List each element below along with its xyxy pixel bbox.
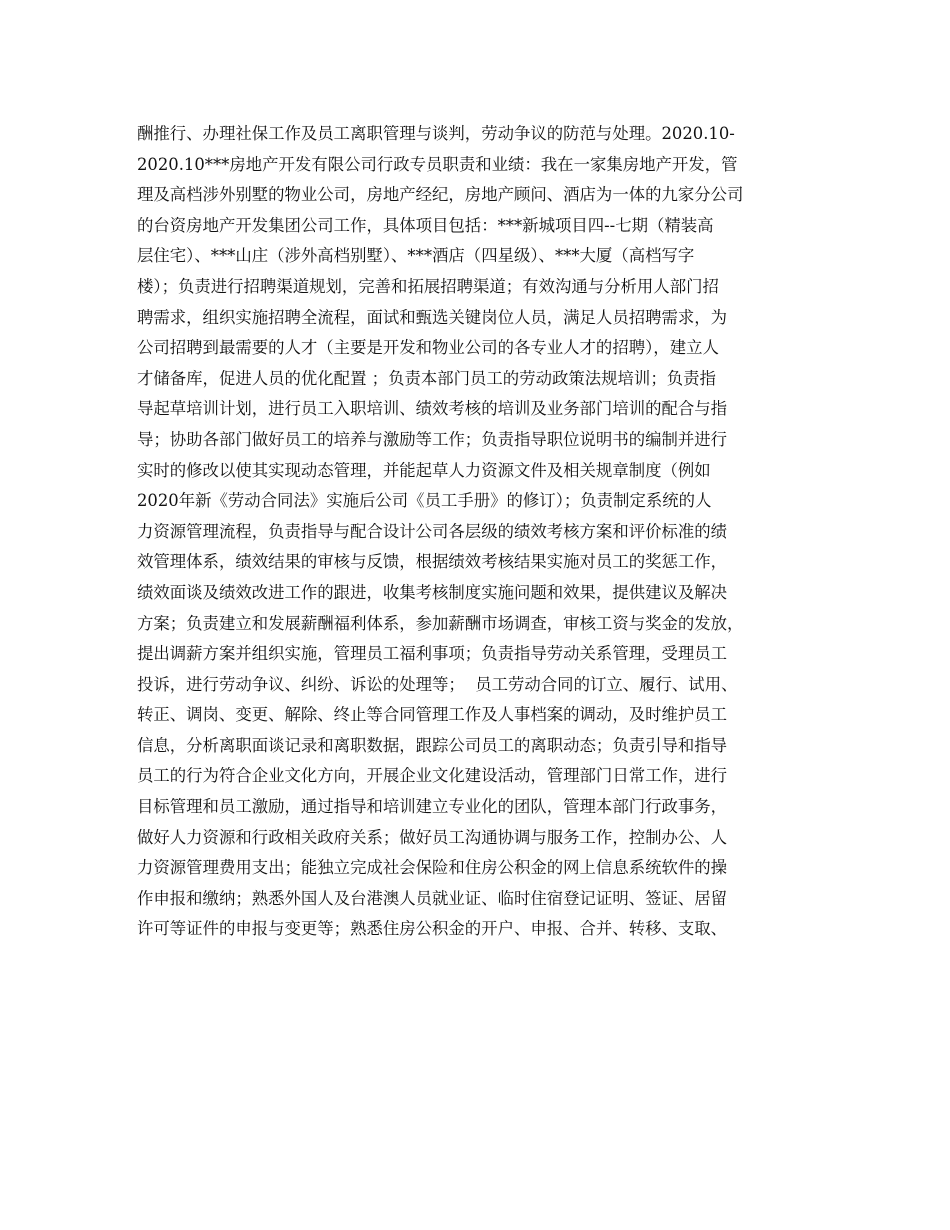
text-line: 导起草培训计划，进行员工入职培训、绩效考核的培训及业务部门培训的配合与指 bbox=[137, 399, 728, 419]
text-line: 层住宅）、***山庄（涉外高档别墅）、***酒店（四星级）、***大厦（高档写字 bbox=[137, 246, 695, 266]
text-line: 的台资房地产开发集团公司工作，具体项目包括：***新城项目四--七期（精装高 bbox=[137, 215, 714, 235]
text-line: 绩效面谈及绩效改进工作的跟进，收集考核制度实施问题和效果，提供建议及解决 bbox=[137, 582, 728, 602]
text-line: 2020年新《劳动合同法》实施后公司《员工手册》的修订）；负责制定系统的人 bbox=[137, 491, 712, 511]
text-line: 员工的行为符合企业文化方向，开展企业文化建设活动，管理部门日常工作，进行 bbox=[137, 766, 728, 786]
text-line: 方案；负责建立和发展薪酬福利体系，参加薪酬市场调查，审核工资与奖金的发放， bbox=[137, 613, 744, 633]
text-line: 提出调薪方案并组织实施，管理员工福利事项；负责指导劳动关系管理，受理员工 bbox=[137, 644, 728, 664]
text-line: 做好人力资源和行政相关政府关系；做好员工沟通协调与服务工作，控制办公、人 bbox=[137, 827, 728, 847]
text-line: 投诉，进行劳动争议、纠纷、诉讼的处理等； 员工劳动合同的订立、履行、试用、 bbox=[137, 674, 738, 694]
text-line: 转正、调岗、变更、解除、终止等合同管理工作及人事档案的调动，及时维护员工 bbox=[137, 705, 728, 725]
text-line: 才储备库，促进人员的优化配置 ；负责本部门员工的劳动政策法规培训；负责指 bbox=[137, 368, 716, 388]
text-line: 实时的修改以使其实现动态管理，并能起草人力资源文件及相关规章制度（例如 bbox=[137, 460, 711, 480]
text-line: 楼）；负责进行招聘渠道规划，完善和拓展招聘渠道；有效沟通与分析用人部门招 bbox=[137, 276, 719, 296]
body-paragraph bbox=[137, 119, 827, 945]
text-line: 力资源管理费用支出；能独立完成社会保险和住房公积金的网上信息系统软件的操 bbox=[137, 858, 728, 878]
text-line: 聘需求，组织实施招聘全流程，面试和甄选关键岗位人员，满足人员招聘需求，为 bbox=[137, 307, 728, 327]
text-line: 力资源管理流程，负责指导与配合设计公司各层级的绩效考核方案和评价标准的绩 bbox=[137, 521, 728, 541]
text-line: 目标管理和员工激励，通过指导和培训建立专业化的团队，管理本部门行政事务， bbox=[137, 797, 728, 817]
text-line: 公司招聘到最需要的人才（主要是开发和物业公司的各专业人才的招聘），建立人 bbox=[137, 338, 719, 358]
text-line: 酬推行、办理社保工作及员工离职管理与谈判，劳动争议的防范与处理。2020.10- bbox=[137, 124, 735, 143]
text-line: 导；协助各部门做好员工的培养与激励等工作；负责指导职位说明书的编制并进行 bbox=[137, 429, 728, 449]
text-line: 理及高档涉外别墅的物业公司，房地产经纪，房地产顾问、酒店为一体的九家分公司 bbox=[137, 185, 744, 205]
text-line: 效管理体系，绩效结果的审核与反馈，根据绩效考核结果实施对员工的奖惩工作， bbox=[137, 552, 728, 572]
text-line: 许可等证件的申报与变更等；熟悉住房公积金的开户、申报、合并、转移、支取、 bbox=[137, 919, 728, 939]
text-line: 信息，分析离职面谈记录和离职数据，跟踪公司员工的离职动态；负责引导和指导 bbox=[137, 735, 728, 755]
text-line: 作申报和缴纳；熟悉外国人及台港澳人员就业证、临时住宿登记证明、签证、居留 bbox=[137, 888, 728, 908]
text-line: 2020.10***房地产开发有限公司行政专员职责和业绩：我在一家集房地产开发，管 bbox=[137, 154, 738, 174]
